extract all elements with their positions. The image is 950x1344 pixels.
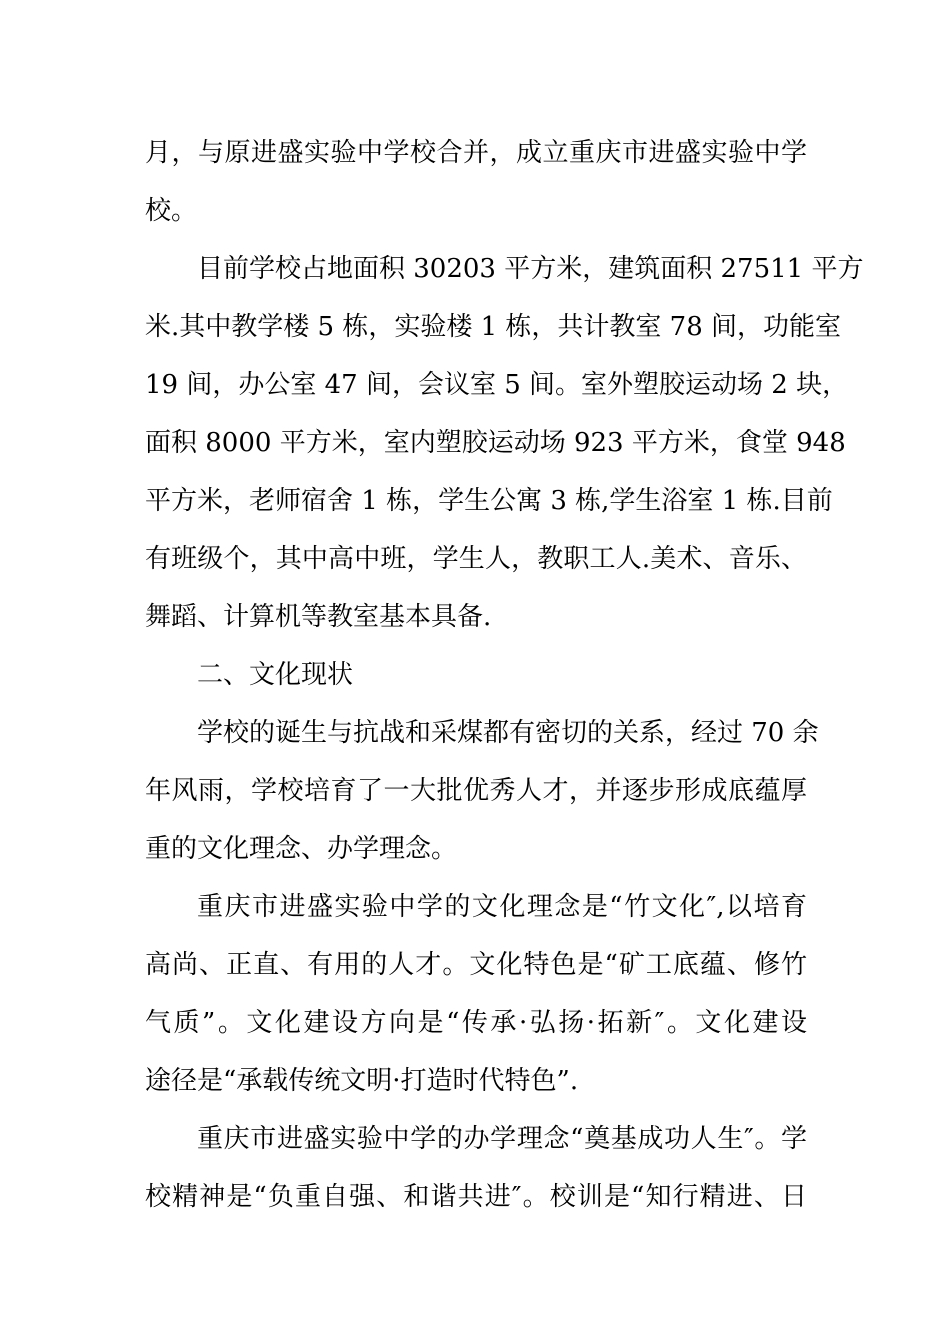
text-line: 有班级个，其中高中班，学生人，教职工人.美术、音乐、 [145,544,807,574]
text-line: 学校的诞生与抗战和采煤都有密切的关系，经过 70 余 [197,718,819,748]
text-line: 高尚、正直、有用的人才。文化特色是“矿工底蕴、修竹 [145,950,807,980]
text-line: 19 间，办公室 47 间，会议室 5 间。室外塑胶运动场 2 块， [145,370,849,400]
section-heading: 二、文化现状 [197,660,354,690]
text-line: 米.其中教学楼 5 栋，实验楼 1 栋，共计教室 78 间，功能室 [145,312,842,342]
text-line: 气质”。文化建设方向是“传承·弘扬·拓新″。文化建设 [145,1008,807,1038]
text-line: 年风雨，学校培育了一大批优秀人才，并逐步形成底蕴厚 [145,776,807,806]
text-line: 平方米，老师宿舍 1 栋，学生公寓 3 栋,学生浴室 1 栋.目前 [145,486,833,516]
text-line: 重庆市进盛实验中学的办学理念“奠基成功人生″。学 [197,1124,807,1154]
text-line: 舞蹈、计算机等教室基本具备. [145,602,492,632]
text-line: 校精神是“负重自强、和谐共进″。校训是“知行精进、日 [145,1182,807,1212]
text-line: 重的文化理念、办学理念。 [145,834,458,864]
text-line: 途径是“承载传统文明·打造时代特色”. [145,1066,579,1096]
text-line: 校。 [145,196,198,226]
text-line: 月，与原进盛实验中学校合并，成立重庆市进盛实验中学 [145,138,807,168]
text-line: 目前学校占地面积 30203 平方米，建筑面积 27511 平方 [197,254,864,284]
text-line: 重庆市进盛实验中学的文化理念是“竹文化″,以培育 [197,892,807,922]
text-line: 面积 8000 平方米，室内塑胶运动场 923 平方米，食堂 948 [145,428,846,458]
